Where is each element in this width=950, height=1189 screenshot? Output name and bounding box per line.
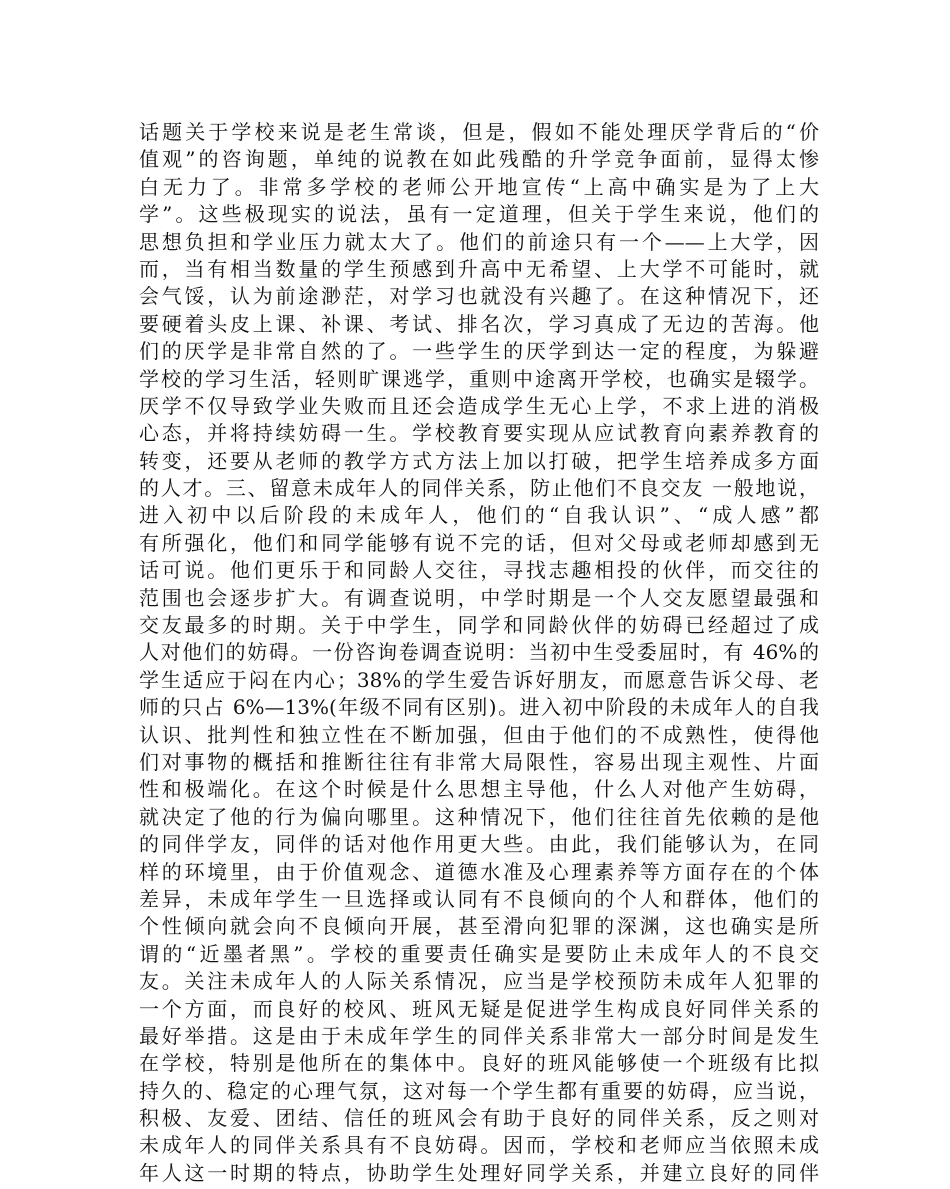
text-line: 思想负担和学业压力就太大了。他们的前途只有一个——上大学，因 bbox=[139, 229, 819, 254]
text-line: 心态，并将持续妨碍一生。学校教育要实现从应试教育向素养教育的 bbox=[139, 421, 819, 446]
text-line: 要硬着头皮上课、补课、考试、排名次，学习真成了无边的苦海。他 bbox=[139, 311, 819, 336]
text-line: 学校的学习生活，轻则旷课逃学，重则中途离开学校，也确实是辍学。 bbox=[139, 366, 819, 391]
text-line: 学生适应于闷在内心；38%的学生爱告诉好朋友，而愿意告诉父母、老 bbox=[139, 667, 819, 692]
text-line: 一个方面，而良好的校风、班风无疑是促进学生构成良好同伴关系的 bbox=[139, 996, 819, 1021]
text-line: 会气馁，认为前途渺茫，对学习也就没有兴趣了。在这种情况下，还 bbox=[139, 284, 819, 309]
text-line: 未成年人的同伴关系具有不良妨碍。因而，学校和老师应当依照未成 bbox=[139, 1133, 819, 1158]
text-line: 持久的、稳定的心理气氛，这对每一个学生都有重要的妨碍，应当说， bbox=[139, 1078, 819, 1103]
text-line: 的同伴学友，同伴的话对他作用更大些。由此，我们能够认为，在同 bbox=[139, 832, 819, 857]
text-line: 学”。这些极现实的说法，虽有一定道理，但关于学生来说，他们的 bbox=[139, 202, 819, 227]
text-line: 范围也会逐步扩大。有调查说明，中学时期是一个人交友愿望最强和 bbox=[139, 585, 819, 610]
text-line: 话题关于学校来说是老生常谈，但是，假如不能处理厌学背后的“价 bbox=[139, 120, 819, 144]
text-line: 差异，未成年学生一旦选择或认同有不良倾向的个人和群体，他们的 bbox=[139, 886, 819, 911]
text-line: 们的厌学是非常自然的了。一些学生的厌学到达一定的程度，为躲避 bbox=[139, 339, 819, 364]
text-line: 谓的“近墨者黑”。学校的重要责任确实是要防止未成年人的不良交 bbox=[139, 941, 819, 966]
text-line: 话可说。他们更乐于和同龄人交往，寻找志趣相投的伙伴，而交往的 bbox=[139, 558, 819, 583]
text-line: 进入初中以后阶段的未成年人，他们的“自我认识”、“成人感”都 bbox=[139, 503, 819, 528]
body-text bbox=[139, 119, 819, 1187]
text-line: 们对事物的概括和推断往往有非常大局限性，容易出现主观性、片面 bbox=[139, 749, 819, 774]
text-line: 就决定了他的行为偏向哪里。这种情况下，他们往往首先依赖的是他 bbox=[139, 804, 819, 829]
text-line: 而，当有相当数量的学生预感到升高中无希望、上大学不可能时，就 bbox=[139, 256, 819, 281]
text-line: 白无力了。非常多学校的老师公开地宣传“上高中确实是为了上大 bbox=[139, 174, 819, 199]
text-line: 友。关注未成年人的人际关系情况，应当是学校预防未成年人犯罪的 bbox=[139, 969, 819, 994]
text-line: 交友最多的时期。关于中学生，同学和同龄伙伴的妨碍已经超过了成 bbox=[139, 613, 819, 638]
text-line: 样的环境里，由于价值观念、道德水准及心理素养等方面存在的个体 bbox=[139, 859, 819, 884]
text-line: 认识、批判性和独立性在不断加强，但由于他们的不成熟性，使得他 bbox=[139, 722, 819, 747]
text-line: 性和极端化。在这个时候是什么思想主导他，什么人对他产生妨碍， bbox=[139, 777, 819, 802]
text-line: 年人这一时期的特点，协助学生处理好同学关系，并建立良好的同伴 bbox=[139, 1160, 819, 1185]
text-line: 个性倾向就会向不良倾向开展，甚至滑向犯罪的深渊，这也确实是所 bbox=[139, 914, 819, 939]
text-line: 有所强化，他们和同学能够有说不完的话，但对父母或老师却感到无 bbox=[139, 530, 819, 555]
text-line: 厌学不仅导致学业失败而且还会造成学生无心上学，不求上进的消极 bbox=[139, 393, 819, 418]
text-line: 人对他们的妨碍。一份咨询卷调查说明：当初中生受委屈时，有 46%的 bbox=[139, 640, 819, 665]
text-line: 转变，还要从老师的教学方式方法上加以打破，把学生培养成多方面 bbox=[139, 448, 819, 473]
text-line: 师的只占 6%—13%(年级不同有区别)。进入初中阶段的未成年人的自我 bbox=[139, 695, 819, 720]
text-line: 值观”的咨询题，单纯的说教在如此残酷的升学竞争面前，显得太惨 bbox=[139, 147, 819, 172]
text-line: 的人才。三、留意未成年人的同伴关系，防止他们不良交友 一般地说， bbox=[139, 476, 819, 501]
text-line: 最好举措。这是由于未成年学生的同伴关系非常大一部分时间是发生 bbox=[139, 1023, 819, 1048]
text-line: 在学校，特别是他所在的集体中。良好的班风能够使一个班级有比拟 bbox=[139, 1051, 819, 1076]
text-line: 积极、友爱、团结、信任的班风会有助于良好的同伴关系，反之则对 bbox=[139, 1106, 819, 1131]
